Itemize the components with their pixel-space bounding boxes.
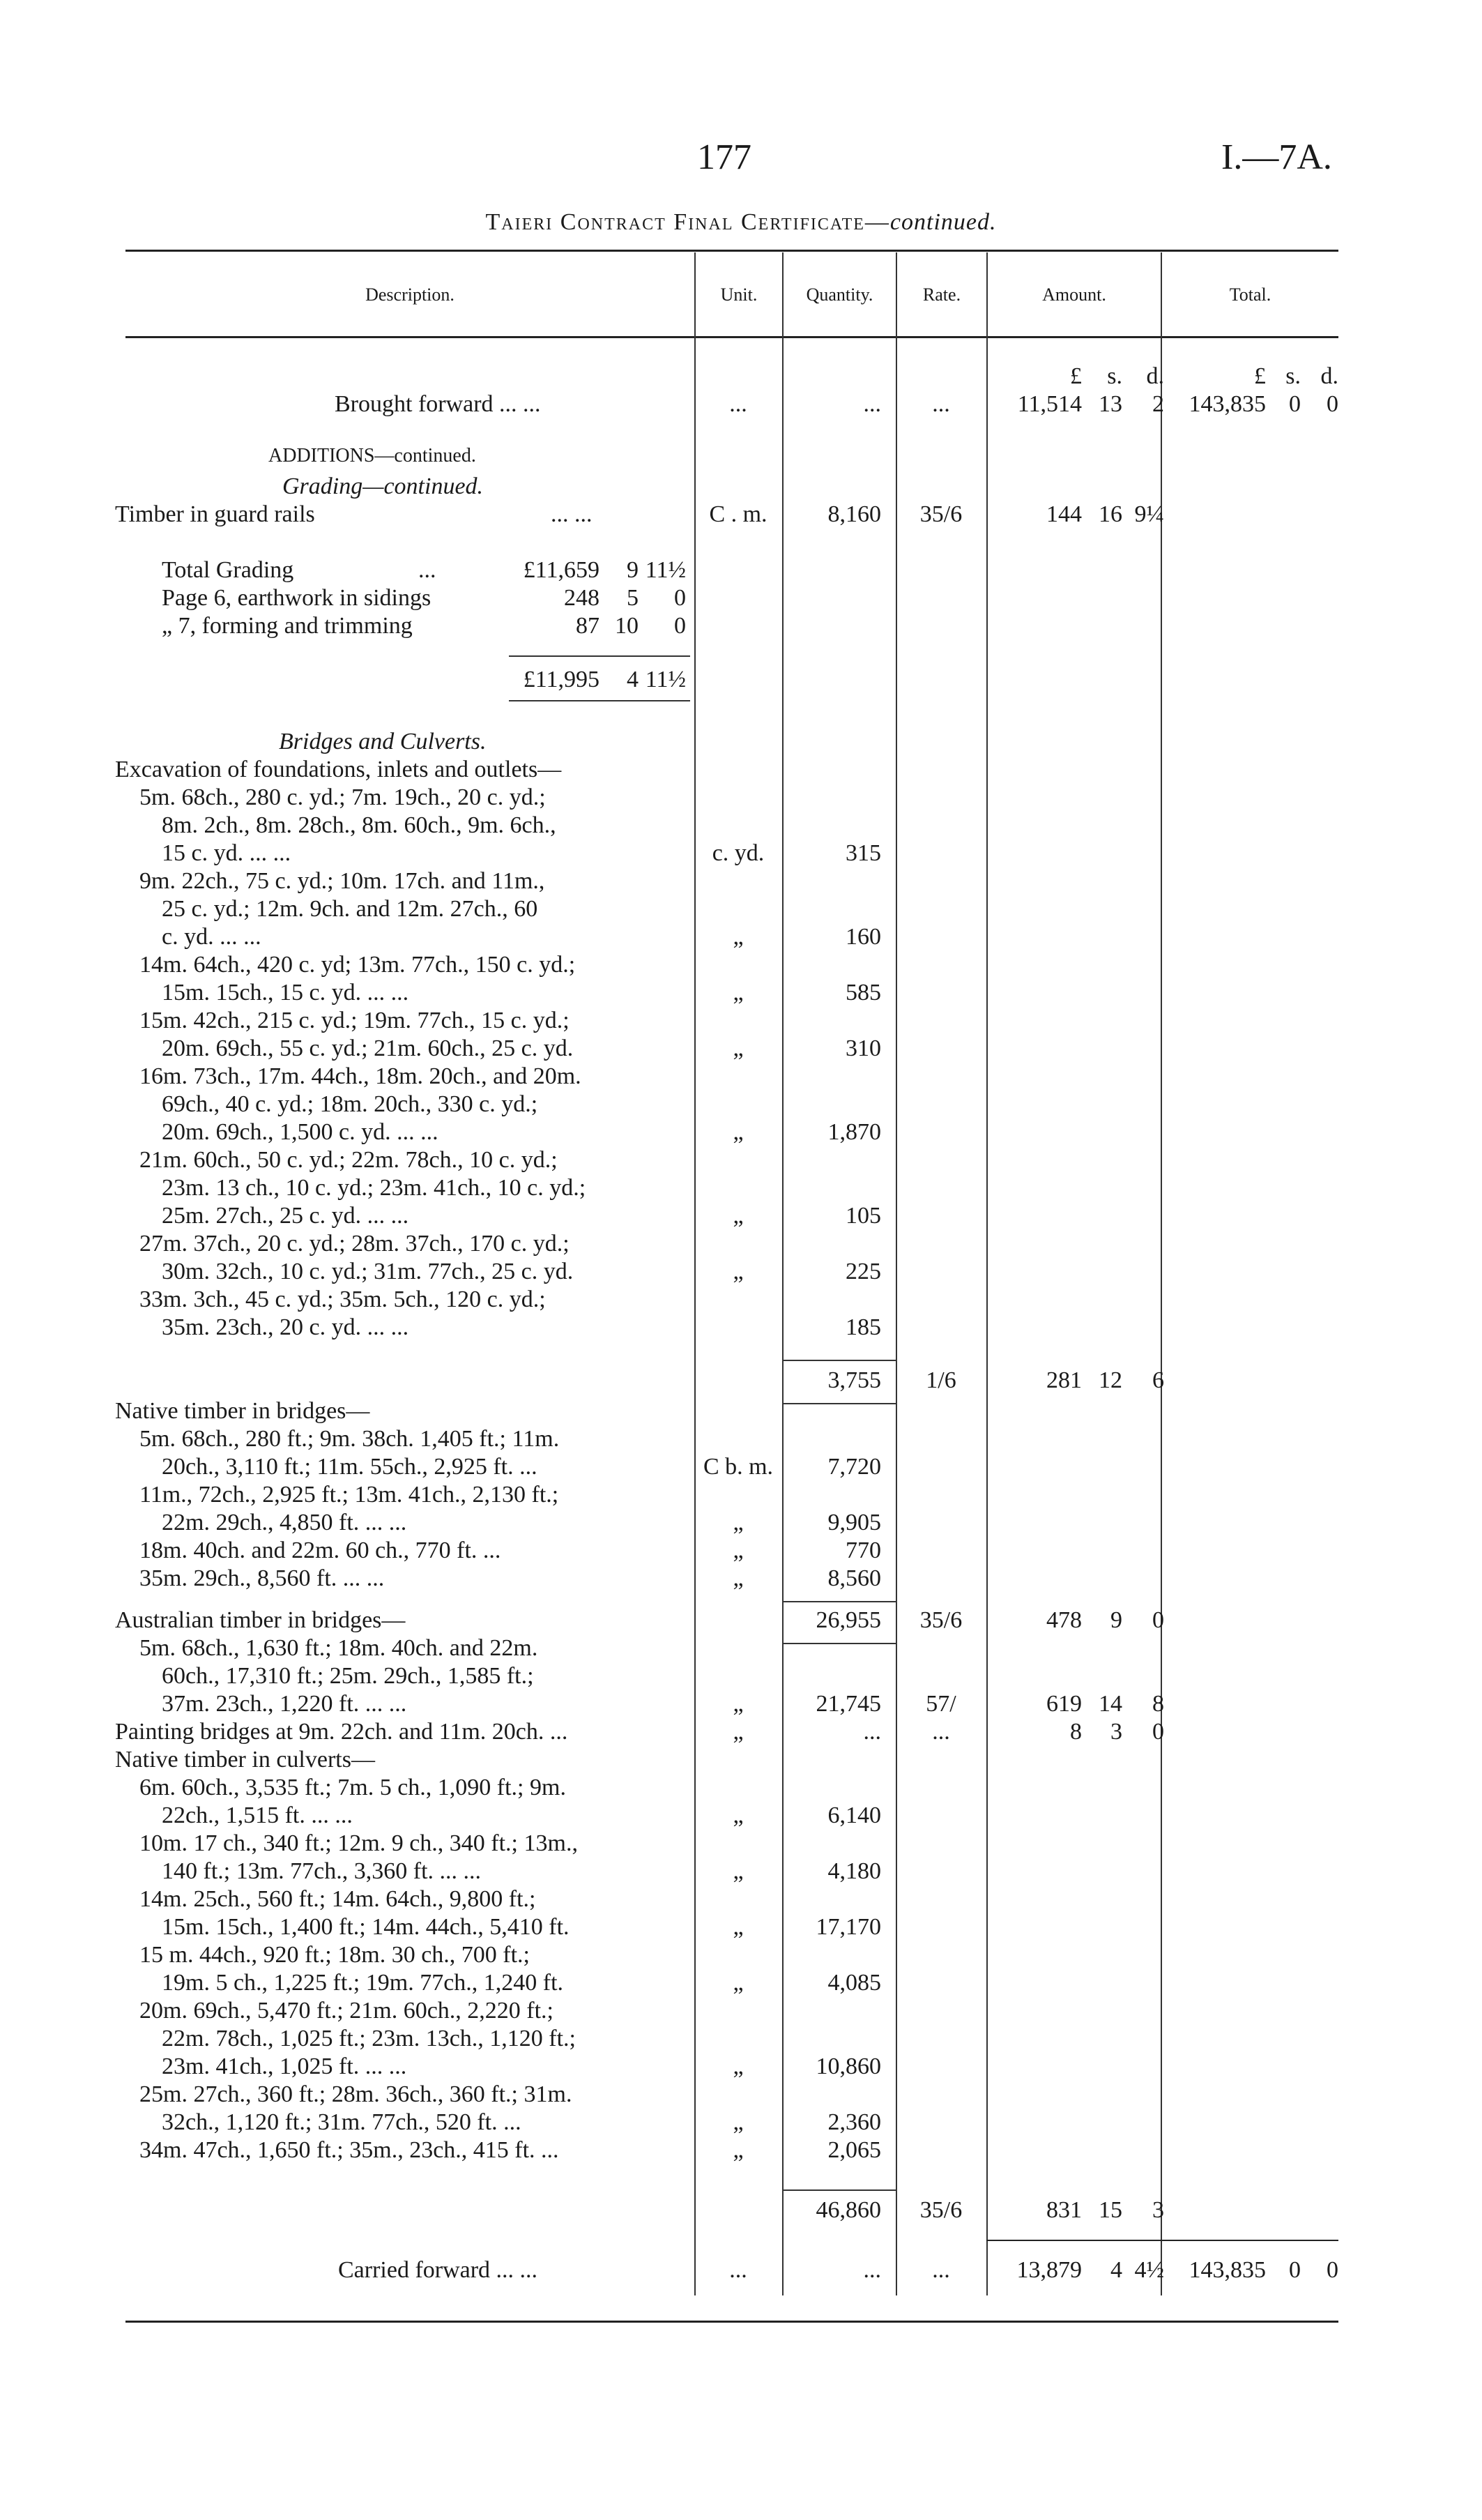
native-culverts-unit: „	[733, 1858, 744, 1884]
excavation-qty: 225	[846, 1259, 881, 1284]
painting-amount-s: 3	[1110, 1719, 1122, 1745]
native-culverts-qty: 6,140	[827, 1802, 881, 1828]
native-bridges-unit: „	[733, 1510, 744, 1535]
header-unit: Unit.	[720, 284, 758, 305]
australian-bridges-rate: 57/	[926, 1691, 956, 1717]
native-culverts-line: 6m. 60ch., 3,535 ft.; 7m. 5 ch., 1,090 ft.; 9m.	[139, 1775, 566, 1800]
grading-summary-s-1: 5	[627, 585, 639, 611]
carried-forward-total-s: 0	[1289, 2257, 1301, 2283]
header-quantity: Quantity.	[806, 284, 873, 305]
excavation-qty: 315	[846, 840, 881, 866]
native-bridges-sum-rule	[784, 1601, 896, 1602]
native-culverts-unit: „	[733, 1802, 744, 1828]
grading-summary-label-1: Page 6, earthwork in sidings	[162, 585, 431, 611]
excavation-qty: 1,870	[827, 1119, 881, 1145]
native-culverts-line: 25m. 27ch., 360 ft.; 28m. 36ch., 360 ft.; 31m.	[139, 2081, 572, 2107]
timber-guard-unit: C . m.	[709, 501, 767, 527]
native-bridges-amount-d: 0	[1152, 1607, 1164, 1633]
brought-forward-qty: ...	[863, 391, 881, 417]
excavation-unit: „	[733, 980, 744, 1005]
grading-total-pounds: £11,995	[523, 667, 599, 692]
title-continued: continued.	[889, 209, 997, 235]
excavation-sum-rule	[784, 1360, 896, 1361]
native-culverts-line: 19m. 5 ch., 1,225 ft.; 19m. 77ch., 1,240 ft.	[162, 1970, 564, 1996]
grading-summary-rule-top	[509, 655, 690, 657]
timber-guard-label: Timber in guard rails	[115, 501, 315, 527]
page-title	[0, 209, 1482, 236]
painting-amount-d: 0	[1152, 1719, 1164, 1745]
excavation-line: 35m. 23ch., 20 c. yd. ... ...	[162, 1314, 409, 1340]
native-culverts-line: 15 m. 44ch., 920 ft.; 18m. 30 ch., 700 ft.;	[139, 1942, 530, 1968]
native-bridges-line: 20ch., 3,110 ft.; 11m. 55ch., 2,925 ft. ...	[162, 1454, 537, 1480]
australian-bridges-line: 37m. 23ch., 1,220 ft. ... ...	[162, 1691, 407, 1717]
native-bridges-rate: 35/6	[919, 1607, 963, 1633]
excavation-line: 25m. 27ch., 25 c. yd. ... ...	[162, 1203, 409, 1229]
native-culverts-qty: 4,085	[827, 1970, 881, 1996]
grading-summary-s-0: 9	[627, 557, 639, 583]
excavation-line: 21m. 60ch., 50 c. yd.; 22m. 78ch., 10 c. yd.;	[139, 1147, 558, 1173]
brought-forward-label: Brought forward ... ...	[335, 391, 541, 417]
native-culverts-line: 22m. 78ch., 1,025 ft.; 23m. 13ch., 1,120 ft.;	[162, 2026, 576, 2051]
native-culverts-line: 10m. 17 ch., 340 ft.; 12m. 9 ch., 340 ft.; 13m.,	[139, 1830, 578, 1856]
native-bridges-line: 18m. 40ch. and 22m. 60 ch., 770 ft. ...	[139, 1538, 501, 1563]
native-bridges-total-rule	[784, 1643, 896, 1644]
native-culverts-line: 22ch., 1,515 ft. ... ...	[162, 1802, 353, 1828]
native-culverts-unit: „	[733, 2109, 744, 2135]
grading-heading: Grading—continued.	[282, 473, 484, 499]
header-rate: Rate.	[922, 284, 961, 305]
excavation-unit: „	[733, 924, 744, 950]
header-bottom-rule	[125, 336, 1338, 338]
excavation-qty: 310	[846, 1035, 881, 1061]
native-culverts-rate: 35/6	[919, 2197, 963, 2223]
native-culverts-unit: „	[733, 2137, 744, 2163]
native-culverts-sum-rule	[784, 2189, 896, 2191]
brought-forward-amount-pounds: 11,514	[1017, 391, 1082, 417]
native-bridges-qty: 770	[846, 1538, 881, 1563]
excavation-amount-s: 12	[1099, 1367, 1122, 1393]
excavation-line: 69ch., 40 c. yd.; 18m. 20ch., 330 c. yd.;	[162, 1091, 538, 1117]
native-culverts-qty: 4,180	[827, 1858, 881, 1884]
carried-forward-unit: ...	[729, 2257, 747, 2283]
native-culverts-unit: „	[733, 2054, 744, 2079]
amount-s-label: s.	[1107, 363, 1122, 389]
painting-unit: „	[733, 1719, 744, 1745]
grading-summary-rule-bottom	[509, 700, 690, 701]
excavation-unit: „	[733, 1035, 744, 1061]
carried-forward-amount-s: 4	[1110, 2257, 1122, 2283]
carried-forward-rule	[986, 2240, 1338, 2241]
grading-total-d: 11½	[645, 667, 686, 692]
native-culverts-qty: 10,860	[816, 2054, 881, 2079]
header-amount: Amount.	[1042, 284, 1106, 305]
native-culverts-line: 32ch., 1,120 ft.; 31m. 77ch., 520 ft. ...	[162, 2109, 521, 2135]
grading-summary-dots-0: ...	[418, 557, 436, 583]
native-culverts-line: 140 ft.; 13m. 77ch., 3,360 ft. ... ...	[162, 1858, 482, 1884]
col-sep-total	[1161, 252, 1162, 2295]
australian-bridges-qty: 21,745	[816, 1691, 881, 1717]
australian-bridges-amount-s: 14	[1099, 1691, 1122, 1717]
native-bridges-line: 22m. 29ch., 4,850 ft. ... ...	[162, 1510, 407, 1535]
brought-forward-total-d: 0	[1327, 391, 1338, 417]
excavation-total-rule	[784, 1403, 896, 1404]
carried-forward-total-d: 0	[1327, 2257, 1338, 2283]
native-bridges-amount-s: 9	[1110, 1607, 1122, 1633]
brought-forward-unit: ...	[729, 391, 747, 417]
native-culverts-line: 23m. 41ch., 1,025 ft. ... ...	[162, 2054, 407, 2079]
excavation-unit: „	[733, 1203, 744, 1229]
col-sep-unit	[694, 252, 696, 2295]
excavation-line: 30m. 32ch., 10 c. yd.; 31m. 77ch., 25 c. yd.	[162, 1259, 574, 1284]
painting-qty: ...	[863, 1719, 881, 1745]
native-bridges-qty: 7,720	[827, 1454, 881, 1480]
excavation-line: 9m. 22ch., 75 c. yd.; 10m. 17ch. and 11m.,	[139, 868, 545, 894]
carried-forward-qty: ...	[863, 2257, 881, 2283]
excavation-amount-pounds: 281	[1046, 1367, 1082, 1393]
native-culverts-heading: Native timber in culverts—	[115, 1747, 375, 1773]
excavation-line: 14m. 64ch., 420 c. yd; 13m. 77ch., 150 c. yd.;	[139, 952, 576, 978]
native-culverts-line: 20m. 69ch., 5,470 ft.; 21m. 60ch., 2,220 ft.;	[139, 1998, 554, 2024]
total-pound-label: £	[1254, 363, 1266, 389]
grading-summary-label-2: „ 7, forming and trimming	[162, 613, 413, 639]
excavation-line: 20m. 69ch., 55 c. yd.; 21m. 60ch., 25 c. yd.	[162, 1035, 574, 1061]
excavation-qty: 185	[846, 1314, 881, 1340]
amount-pound-label: £	[1070, 363, 1082, 389]
excavation-line: 16m. 73ch., 17m. 44ch., 18m. 20ch., and 20m.	[139, 1063, 581, 1089]
timber-guard-qty: 8,160	[827, 501, 881, 527]
carried-forward-amount-d: 4½	[1134, 2257, 1164, 2283]
australian-bridges-amount-d: 8	[1152, 1691, 1164, 1717]
grading-total-s: 4	[627, 667, 639, 692]
grading-summary-d-0: 11½	[645, 557, 686, 583]
col-sep-amount	[986, 252, 988, 2295]
excavation-rate: 1/6	[926, 1367, 956, 1393]
brought-forward-total-s: 0	[1289, 391, 1301, 417]
carried-forward-label: Carried forward ... ...	[338, 2257, 538, 2283]
australian-bridges-amount-pounds: 619	[1046, 1691, 1082, 1717]
carried-forward-total-pounds: 143,835	[1189, 2257, 1266, 2283]
grading-summary-label-0: Total Grading	[162, 557, 294, 583]
bridges-heading: Bridges and Culverts.	[279, 729, 487, 754]
carried-forward-rate: ...	[932, 2257, 950, 2283]
table-top-rule	[125, 250, 1338, 252]
excavation-qty: 160	[846, 924, 881, 950]
header-description: Description.	[365, 284, 454, 305]
header-total: Total.	[1229, 284, 1271, 305]
native-bridges-unit: „	[733, 1538, 744, 1563]
australian-bridges-line: 5m. 68ch., 1,630 ft.; 18m. 40ch. and 22m.	[139, 1635, 538, 1661]
excavation-qty: 585	[846, 980, 881, 1005]
excavation-line: 15 c. yd. ... ...	[162, 840, 291, 866]
title-dash: —	[864, 209, 890, 235]
excavation-unit: c. yd.	[712, 840, 765, 866]
native-culverts-unit: „	[733, 1914, 744, 1940]
native-bridges-qty: 8,560	[827, 1565, 881, 1591]
native-culverts-line: 15m. 15ch., 1,400 ft.; 14m. 44ch., 5,410 ft.	[162, 1914, 570, 1940]
native-culverts-qty: 2,360	[827, 2109, 881, 2135]
brought-forward-amount-d: 2	[1152, 391, 1164, 417]
title-main: Taieri Contract Final Certificate	[485, 209, 865, 235]
painting-rate: ...	[932, 1719, 950, 1745]
additions-heading: ADDITIONS—continued.	[268, 445, 476, 466]
grading-summary-pounds-0: £11,659	[523, 557, 599, 583]
native-bridges-total-qty: 26,955	[816, 1607, 881, 1633]
amount-d-label: d.	[1146, 363, 1164, 389]
australian-bridges-line: 60ch., 17,310 ft.; 25m. 29ch., 1,585 ft.;	[162, 1663, 534, 1689]
grading-summary-pounds-1: 248	[564, 585, 599, 611]
native-culverts-line: 14m. 25ch., 560 ft.; 14m. 64ch., 9,800 ft.;	[139, 1886, 536, 1912]
excavation-line: 27m. 37ch., 20 c. yd.; 28m. 37ch., 170 c. yd.;	[139, 1231, 570, 1257]
excavation-line: 8m. 2ch., 8m. 28ch., 8m. 60ch., 9m. 6ch.,	[162, 812, 556, 838]
grading-summary-pounds-2: 87	[576, 613, 599, 639]
excavation-unit: „	[733, 1119, 744, 1145]
document-reference: I.—7A.	[1221, 137, 1332, 177]
native-culverts-total-qty: 46,860	[816, 2197, 881, 2223]
total-d-label: d.	[1320, 363, 1338, 389]
grading-summary-d-2: 0	[674, 613, 686, 639]
grading-summary-d-1: 0	[674, 585, 686, 611]
timber-guard-amount-s: 16	[1099, 501, 1122, 527]
timber-guard-amount-pounds: 144	[1046, 501, 1082, 527]
timber-guard-rate: 35/6	[919, 501, 963, 527]
excavation-line: 23m. 13 ch., 10 c. yd.; 23m. 41ch., 10 c. yd.;	[162, 1175, 586, 1201]
grading-summary-s-2: 10	[615, 613, 639, 639]
total-s-label: s.	[1285, 363, 1301, 389]
excavation-line: 25 c. yd.; 12m. 9ch. and 12m. 27ch., 60	[162, 896, 538, 922]
native-culverts-amount-d: 3	[1152, 2197, 1164, 2223]
excavation-total-qty: 3,755	[827, 1367, 881, 1393]
timber-guard-amount-d: 9¼	[1134, 501, 1164, 527]
carried-forward-amount-pounds: 13,879	[1016, 2257, 1082, 2283]
painting-amount-pounds: 8	[1070, 1719, 1082, 1745]
excavation-qty: 105	[846, 1203, 881, 1229]
excavation-line: 20m. 69ch., 1,500 c. yd. ... ...	[162, 1119, 438, 1145]
native-culverts-line: 34m. 47ch., 1,650 ft.; 35m., 23ch., 415 ft. ...	[139, 2137, 559, 2163]
native-culverts-qty: 2,065	[827, 2137, 881, 2163]
native-culverts-unit: „	[733, 1970, 744, 1996]
native-bridges-unit: „	[733, 1565, 744, 1591]
timber-guard-dots: ... ...	[551, 501, 593, 527]
painting-label: Painting bridges at 9m. 22ch. and 11m. 20ch. ...	[115, 1719, 568, 1745]
australian-bridges-heading: Australian timber in bridges—	[115, 1607, 406, 1633]
excavation-line: 15m. 15ch., 15 c. yd. ... ...	[162, 980, 409, 1005]
excavation-unit: „	[733, 1259, 744, 1284]
native-bridges-line: 5m. 68ch., 280 ft.; 9m. 38ch. 1,405 ft.; 11m.	[139, 1426, 560, 1452]
australian-bridges-unit: „	[733, 1691, 744, 1717]
native-bridges-unit: C b. m.	[703, 1454, 774, 1480]
native-bridges-qty: 9,905	[827, 1510, 881, 1535]
brought-forward-amount-s: 13	[1099, 391, 1122, 417]
excavation-line: 15m. 42ch., 215 c. yd.; 19m. 77ch., 15 c. yd.;	[139, 1008, 570, 1033]
native-culverts-amount-pounds: 831	[1046, 2197, 1082, 2223]
native-culverts-qty: 17,170	[816, 1914, 881, 1940]
col-sep-rate	[896, 252, 897, 2295]
excavation-heading: Excavation of foundations, inlets and outlets—	[115, 757, 562, 782]
native-bridges-heading: Native timber in bridges—	[115, 1398, 370, 1424]
excavation-line: c. yd. ... ...	[162, 924, 261, 950]
table-bottom-rule	[125, 2321, 1338, 2323]
native-culverts-amount-s: 15	[1099, 2197, 1122, 2223]
excavation-line: 5m. 68ch., 280 c. yd.; 7m. 19ch., 20 c. yd.;	[139, 784, 546, 810]
native-bridges-amount-pounds: 478	[1046, 1607, 1082, 1633]
brought-forward-total-pounds: 143,835	[1189, 391, 1266, 417]
excavation-amount-d: 6	[1152, 1367, 1164, 1393]
native-bridges-line: 35m. 29ch., 8,560 ft. ... ...	[139, 1565, 385, 1591]
brought-forward-rate: ...	[932, 391, 950, 417]
page-number: 177	[697, 137, 751, 177]
excavation-line: 33m. 3ch., 45 c. yd.; 35m. 5ch., 120 c. yd.;	[139, 1286, 546, 1312]
native-bridges-line: 11m., 72ch., 2,925 ft.; 13m. 41ch., 2,130 ft.;	[139, 1482, 559, 1508]
